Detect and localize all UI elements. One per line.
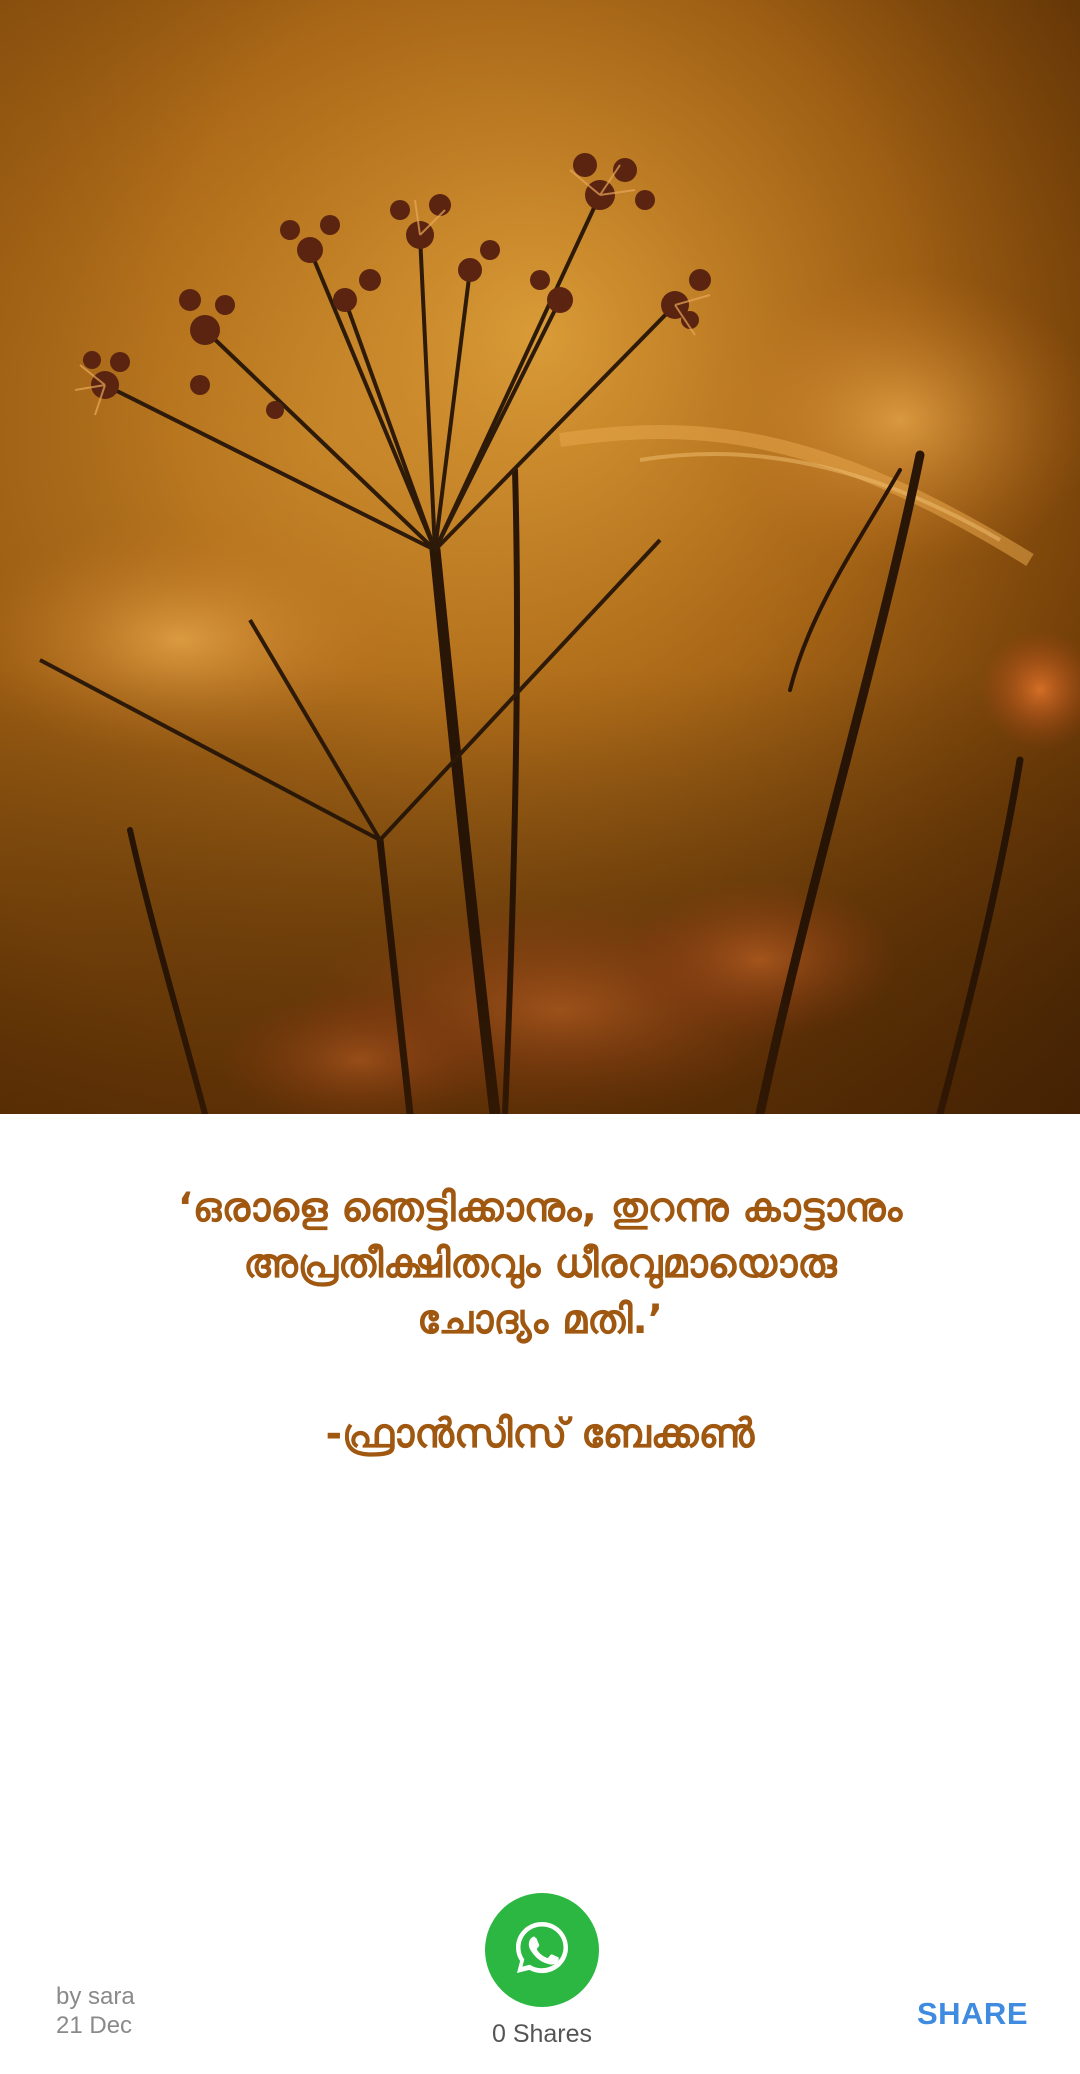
share-button[interactable]: SHARE	[916, 1996, 1028, 2031]
quote-block	[60, 1180, 1020, 1462]
post-date: 21 Dec	[56, 2012, 133, 2039]
quote-author: -ഫ്രാൻസിസ് ബേക്കൺ	[325, 1411, 755, 1457]
share-count: 0 Shares	[491, 2020, 593, 2048]
post-meta	[56, 1982, 135, 2040]
quote-text: ‘ഒരാളെ ഞെട്ടിക്കാനും, തുറന്നു കാട്ടാനും അപ്രതീക്ഷിതവും ധീരവുമായൊരു ചോദ്യം മതി.’	[177, 1185, 903, 1343]
author-byline: by sara	[56, 1983, 135, 2010]
whatsapp-icon	[510, 1916, 574, 1985]
post-footer	[0, 1880, 1080, 2074]
whatsapp-share-button[interactable]	[485, 1893, 599, 2007]
